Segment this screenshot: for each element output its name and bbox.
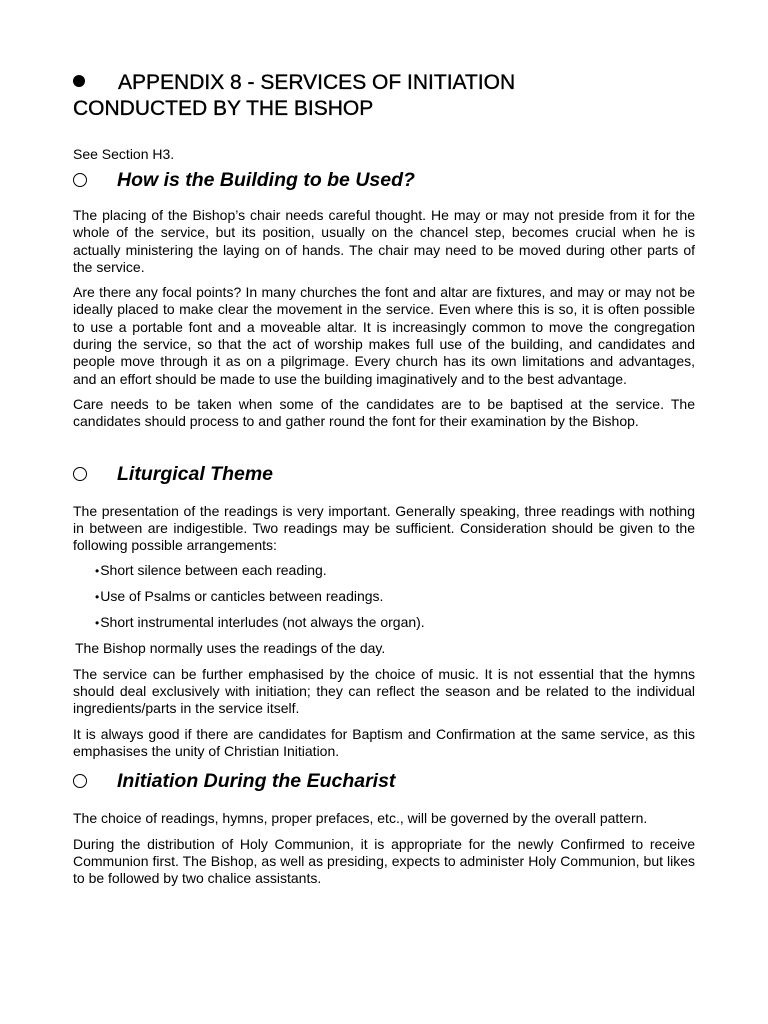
paragraph: The presentation of the readings is very important. Generally speaking, three readings with nothing in between are indigestible. Two readings may be sufficient. Consideration should be given to the following possible arrangements: xyxy=(73,502,695,554)
hollow-circle-bullet-icon xyxy=(73,774,87,788)
filled-bullet-icon xyxy=(73,75,85,87)
title-line-1: APPENDIX 8 - SERVICES OF INITIATION xyxy=(118,71,516,94)
section-heading-text: Initiation During the Eucharist xyxy=(117,770,396,793)
list-item: •Short instrumental interludes (not always the organ). xyxy=(95,614,425,631)
section-heading-eucharist xyxy=(73,770,695,792)
paragraph: The placing of the Bishop’s chair needs careful thought. He may or may not preside from it for the whole of the service, but its position, usually on the chancel step, becomes crucial when he is actually ministering the laying on of hands. The chair may need to be moved during other parts of the service. xyxy=(73,207,695,275)
paragraph: Care needs to be taken when some of the candidates are to be baptised at the service. The candidates should process to and gather round the font for their examination by the Bishop. xyxy=(73,395,695,430)
bullet-dot-icon: • xyxy=(95,616,100,631)
document-page xyxy=(73,70,695,887)
paragraph: The Bishop normally uses the readings of the day. xyxy=(75,640,386,657)
hollow-circle-bullet-icon xyxy=(73,173,87,187)
paragraph: During the distribution of Holy Communion, it is appropriate for the newly Confirmed to receive Communion first. The Bishop, as well as presiding, expects to administer Holy Communion, but likes to be followed by two chalice assistants. xyxy=(73,835,695,887)
paragraph: Are there any focal points? In many churches the font and altar are fixtures, and may or may not be ideally placed to make clear the movement in the service. Even where this is so, it is often possible to use a portable font and a moveable altar. It is increasingly common to move the congregation during the service, so that the act of worship makes full use of the building, and candidates and people move through it as on a pilgrimage. Every church has its own limitations and advantages, and an effort should be made to use the building imaginatively and to the best advantage. xyxy=(73,284,695,387)
paragraph: It is always good if there are candidates for Baptism and Confirmation at the same service, as this emphasises the unity of Christian Initiation. xyxy=(73,725,695,759)
page-title xyxy=(73,70,695,122)
see-section-reference: See Section H3. xyxy=(73,146,175,162)
paragraph: The service can be further emphasised by the choice of music. It is not essential that the hymns should deal exclusively with initiation; they can reflect the season and be related to the individual ingredients/parts in the service itself. xyxy=(73,665,695,717)
bullet-dot-icon: • xyxy=(95,590,100,605)
section-heading-text: Liturgical Theme xyxy=(117,462,274,485)
hollow-circle-bullet-icon xyxy=(73,467,87,481)
section-heading-text: How is the Building to be Used? xyxy=(117,169,415,191)
section-heading-liturgical xyxy=(73,463,695,485)
list-item: •Use of Psalms or canticles between readings. xyxy=(95,588,384,605)
section-heading-building xyxy=(73,169,695,191)
list-item: •Short silence between each reading. xyxy=(95,562,327,579)
title-line-2: CONDUCTED BY THE BISHOP xyxy=(73,97,374,120)
bullet-dot-icon: • xyxy=(95,564,100,579)
paragraph: The choice of readings, hymns, proper prefaces, etc., will be governed by the overall pattern. xyxy=(73,810,648,827)
arrangements-list xyxy=(95,562,695,632)
